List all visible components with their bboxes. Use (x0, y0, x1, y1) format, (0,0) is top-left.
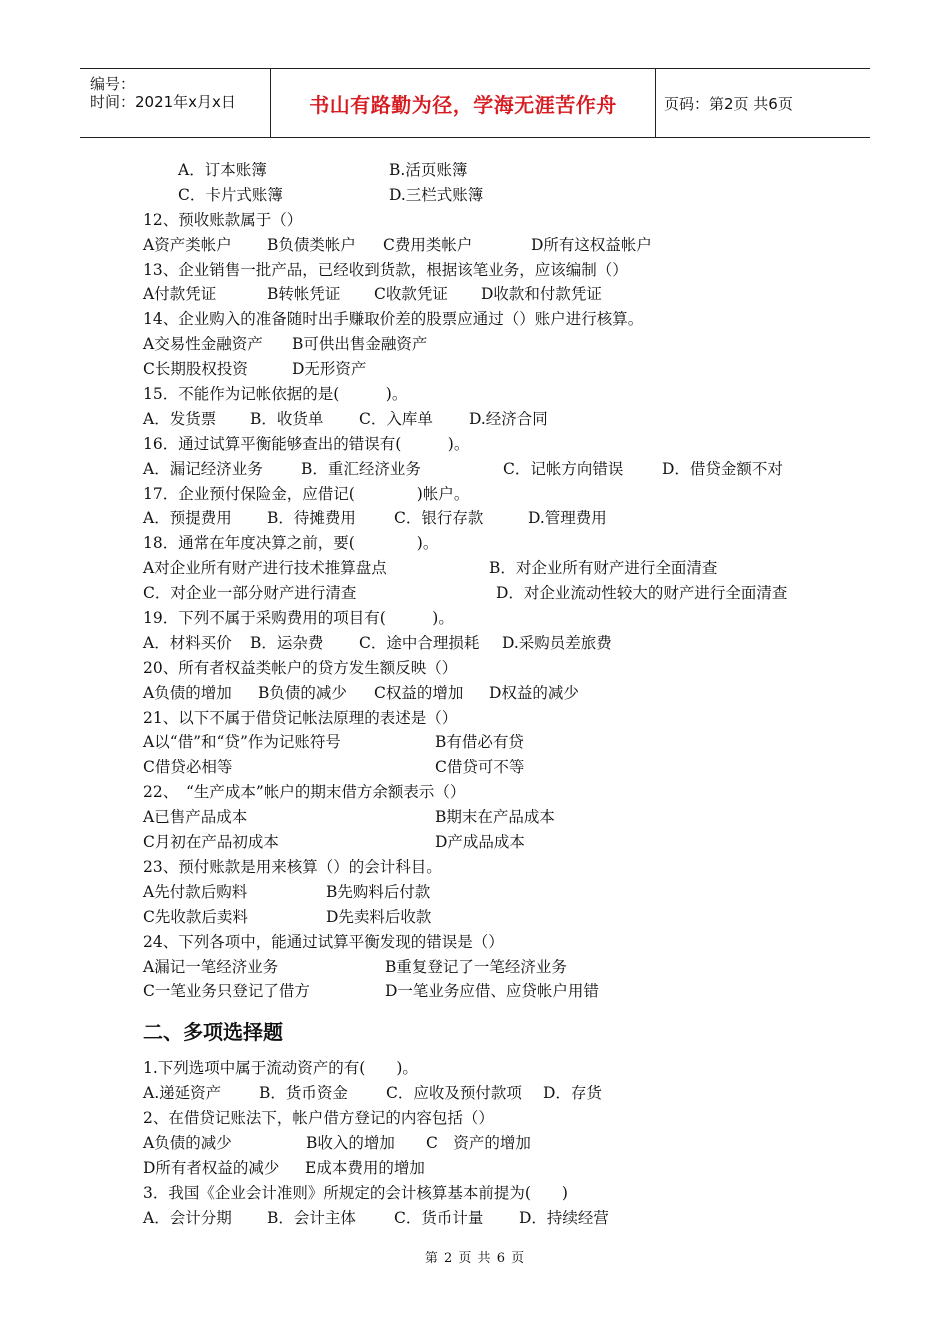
q13-option-c: C收款凭证 (374, 285, 448, 304)
q11-options-row-2 (143, 183, 833, 208)
m2-option-c: C 资产的增加 (426, 1133, 531, 1152)
m1-option-c: C．应收及预付款项 (386, 1084, 522, 1103)
q16-option-c: C．记帐方向错误 (503, 459, 624, 478)
q13-options (143, 282, 833, 307)
q23-stem: 23、预付账款是用来核算（）的会计科目。 (143, 857, 442, 876)
section-title-multiple-choice: 二、多项选择题 (143, 1020, 283, 1045)
q13-stem: 13、企业销售一批产品，已经收到货款，根据该笔业务，应该编制（） (143, 260, 628, 279)
q22-options-row-2 (143, 830, 833, 855)
q23-option-b: B先购料后付款 (326, 882, 431, 901)
q23-option-a: A先付款后购料 (143, 882, 248, 901)
q17-option-b: B．待摊费用 (267, 509, 356, 528)
q15-options (143, 407, 833, 432)
header-motto: 书山有路勤为径，学海无涯苦作舟 (270, 69, 656, 137)
q14-option-b: B可供出售金融资产 (292, 335, 428, 354)
m3-stem: 3．我国《企业会计准则》所规定的会计核算基本前提为( ) (143, 1183, 568, 1202)
q22-options-row-1 (143, 805, 833, 830)
q19-option-d: D.采购员差旅费 (502, 633, 612, 652)
q21-options-row-1 (143, 730, 833, 755)
q23-option-c: C先收款后卖料 (143, 907, 248, 926)
m3-options (143, 1206, 833, 1231)
q23-options-row-1 (143, 880, 833, 905)
q13-option-b: B转帐凭证 (267, 285, 341, 304)
q18-option-a: A对企业所有财产进行技术推算盘点 (143, 559, 387, 578)
q18-options-row-2 (143, 581, 833, 606)
m1-option-a: A.递延资产 (143, 1084, 222, 1103)
q17-stem: 17．企业预付保险金，应借记( )帐户。 (143, 484, 470, 503)
q23-option-d: D先卖料后收款 (326, 907, 432, 926)
m2-option-a: A负债的减少 (143, 1133, 232, 1152)
m2-option-d: D所有者权益的减少 (143, 1158, 280, 1177)
q22-stem: 22、 “生产成本”帐户的期末借方余额表示（） (143, 783, 466, 802)
q13-option-a: A付款凭证 (143, 285, 217, 304)
q24-options-row-2 (143, 979, 833, 1004)
q12-option-b: B负债类帐户 (267, 235, 356, 254)
q24-stem: 24、下列各项中，能通过试算平衡发现的错误是（） (143, 932, 504, 951)
q24-option-b: B重复登记了一笔经济业务 (385, 957, 567, 976)
q22-option-c: C月初在产品初成本 (143, 833, 279, 852)
q19-options (143, 631, 833, 656)
q11-options-row-1 (143, 158, 833, 183)
q11-option-b: B.活页账簿 (389, 161, 468, 179)
q17-option-d: D.管理费用 (528, 509, 607, 528)
q16-option-a: A．漏记经济业务 (143, 459, 263, 478)
q21-stem: 21、以下不属于借贷记帐法原理的表述是（） (143, 708, 458, 727)
m3-option-d: D．持续经营 (519, 1208, 609, 1227)
q24-option-a: A漏记一笔经济业务 (143, 957, 279, 976)
q17-option-c: C．银行存款 (394, 509, 484, 528)
q19-stem: 19．下列不属于采购费用的项目有( )。 (143, 609, 454, 628)
q19-option-b: B．运杂费 (250, 633, 324, 652)
q20-option-d: D权益的减少 (489, 683, 579, 702)
q17-option-a: A．预提费用 (143, 509, 232, 528)
m1-option-b: B．货币资金 (259, 1084, 348, 1103)
q12-option-d: D所有这权益帐户 (531, 235, 652, 254)
doc-date: 时间：2021年x月x日 (90, 93, 236, 111)
q14-options-row-2 (143, 357, 833, 382)
q16-option-d: D．借贷金额不对 (662, 459, 783, 478)
q15-option-c: C．入库单 (359, 409, 433, 428)
q16-stem: 16．通过试算平衡能够查出的错误有( )。 (143, 434, 470, 453)
q14-stem: 14、企业购入的准备随时出手赚取价差的股票应通过（）账户进行核算。 (143, 310, 644, 329)
q11-option-a: A．订本账簿 (178, 161, 267, 179)
page-header (80, 68, 870, 138)
q21-option-c: C借贷必相等 (143, 758, 233, 777)
doc-number-label: 编号： (90, 75, 136, 93)
q16-option-b: B．重汇经济业务 (301, 459, 421, 478)
q21-option-b: B有借必有贷 (435, 733, 524, 752)
page-footer: 第 2 页 共 6 页 (424, 1251, 526, 1266)
document-body (143, 158, 833, 1231)
q24-option-c: C一笔业务只登记了借方 (143, 982, 310, 1001)
q15-option-d: D.经济合同 (469, 409, 548, 428)
q15-stem: 15．不能作为记帐依据的是( )。 (143, 385, 408, 404)
q11-option-d: D.三栏式账簿 (389, 185, 484, 204)
m3-option-a: A．会计分期 (143, 1208, 232, 1227)
q19-option-a: A．材料买价 (143, 633, 232, 652)
q11-option-c: C．卡片式账簿 (178, 185, 283, 204)
header-page-info: 页码：第2页 共6页 (664, 94, 793, 113)
q20-option-c: C权益的增加 (374, 683, 464, 702)
q19-option-c: C．途中合理损耗 (359, 633, 480, 652)
m3-option-b: B．会计主体 (267, 1208, 356, 1227)
q18-options-row-1 (143, 556, 833, 581)
q20-options (143, 681, 833, 706)
q14-option-c: C长期股权投资 (143, 360, 248, 379)
q14-options-row-1 (143, 332, 833, 357)
q12-option-c: C费用类帐户 (383, 235, 473, 254)
q18-option-d: D．对企业流动性较大的财产进行全面清查 (496, 584, 788, 603)
m2-option-b: B收入的增加 (306, 1133, 395, 1152)
q12-stem: 12、预收账款属于（） (143, 210, 303, 229)
header-meta (80, 69, 270, 137)
m2-option-e: E成本费用的增加 (305, 1158, 425, 1177)
q15-option-a: A．发货票 (143, 409, 217, 428)
q12-options (143, 233, 833, 258)
m1-stem: 1.下列选项中属于流动资产的有( )。 (143, 1059, 418, 1078)
q18-option-c: C．对企业一部分财产进行清查 (143, 584, 357, 603)
q24-option-d: D一笔业务应借、应贷帐户用错 (385, 982, 599, 1001)
q15-option-b: B．收货单 (250, 409, 324, 428)
q24-options-row-1 (143, 955, 833, 980)
m2-options-row-1 (143, 1131, 833, 1156)
q18-option-b: B．对企业所有财产进行全面清查 (489, 559, 718, 578)
m1-options (143, 1081, 833, 1106)
q20-option-b: B负债的减少 (258, 683, 347, 702)
q17-options (143, 506, 833, 531)
q21-option-d: C借贷可不等 (435, 758, 525, 777)
q22-option-d: D产成品成本 (435, 833, 525, 852)
m2-stem: 2、在借贷记账法下，帐户借方登记的内容包括（） (143, 1109, 494, 1128)
q14-option-a: A交易性金融资产 (143, 335, 263, 354)
q20-option-a: A负债的增加 (143, 683, 232, 702)
q13-option-d: D收款和付款凭证 (481, 285, 602, 304)
m3-option-c: C．货币计量 (394, 1208, 484, 1227)
q16-options (143, 457, 833, 482)
q21-option-a: A以“借”和“贷”作为记账符号 (143, 733, 341, 752)
q22-option-a: A已售产品成本 (143, 808, 248, 827)
q20-stem: 20、所有者权益类帐户的贷方发生额反映（） (143, 658, 458, 677)
q21-options-row-2 (143, 755, 833, 780)
q22-option-b: B期末在产品成本 (435, 808, 555, 827)
q23-options-row-2 (143, 905, 833, 930)
m2-options-row-2 (143, 1156, 833, 1181)
q14-option-d: D无形资产 (292, 360, 367, 379)
q12-option-a: A资产类帐户 (143, 235, 232, 254)
m1-option-d: D．存货 (543, 1084, 602, 1103)
q18-stem: 18．通常在年度决算之前，要( )。 (143, 534, 439, 553)
